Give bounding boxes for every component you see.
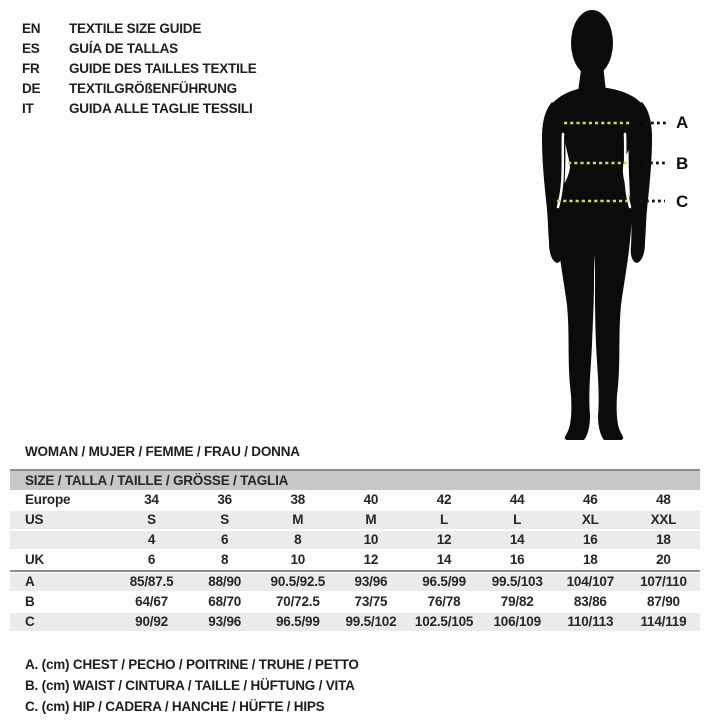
silhouette-right-leg	[595, 210, 632, 440]
cell: 40	[363, 492, 379, 507]
size-table-header: SIZE / TALLA / TAILLE / GRÖSSE / TAGLIA	[10, 471, 700, 490]
language-row-it	[22, 99, 257, 119]
cell: 87/90	[647, 594, 680, 609]
cell: L	[440, 512, 449, 527]
cell: 93/96	[354, 574, 388, 589]
cell: 102.5/105	[414, 614, 474, 629]
cell: 99.5/103	[491, 574, 543, 589]
marker-label-hip: C	[676, 192, 689, 211]
table-row-uk	[10, 550, 700, 570]
cell: 79/82	[500, 594, 534, 609]
cell: 18	[583, 552, 598, 567]
measurement-legend	[25, 654, 359, 717]
cell: 38	[290, 492, 306, 507]
row-label: C	[25, 614, 35, 629]
cell: 12	[436, 532, 452, 547]
cell: L	[513, 512, 522, 527]
guide-title: TEXTILGRÖßENFÜHRUNG	[69, 81, 237, 96]
silhouette-right-arm	[629, 102, 652, 263]
cell: M	[292, 512, 304, 527]
cell: 34	[144, 492, 159, 507]
language-code: DE	[22, 81, 41, 96]
cell: XXL	[650, 512, 677, 527]
table-row-waist-b	[10, 592, 700, 612]
cell: 83/86	[573, 594, 607, 609]
language-code: EN	[22, 21, 41, 36]
language-row-en	[22, 19, 257, 39]
size-table	[10, 469, 700, 632]
cell: 99.5/102	[345, 614, 397, 629]
cell: 4	[147, 532, 156, 547]
cell: 10	[290, 552, 306, 567]
row-label: Europe	[25, 492, 71, 507]
section-heading-woman: WOMAN / MUJER / FEMME / FRAU / DONNA	[25, 444, 300, 459]
cell: 73/75	[354, 594, 388, 609]
cell: 76/78	[427, 594, 461, 609]
cell: S	[147, 512, 156, 527]
cell: 14	[436, 552, 452, 567]
cell: 6	[147, 552, 156, 567]
cell: S	[220, 512, 230, 527]
cell: 88/90	[208, 574, 242, 589]
row-label: US	[25, 512, 44, 527]
guide-title: GUIDA ALLE TAGLIE TESSILI	[69, 101, 253, 116]
marker-label-waist: B	[676, 154, 689, 173]
legend-waist: B. (cm) WAIST / CINTURA / TAILLE / HÜFTUNG / VITA	[25, 678, 355, 693]
cell: 16	[509, 552, 525, 567]
cell: 16	[583, 532, 598, 547]
cell: 114/119	[640, 614, 687, 629]
row-label: B	[25, 594, 35, 609]
table-row-us-numeric	[10, 530, 700, 550]
cell: 36	[217, 492, 232, 507]
cell: M	[365, 512, 377, 527]
language-code: ES	[22, 41, 40, 56]
cell: 93/96	[208, 614, 242, 629]
cell: 106/109	[493, 614, 541, 629]
legend-hip: C. (cm) HIP / CADERA / HANCHE / HÜFTE / HIPS	[25, 699, 325, 714]
row-label: UK	[25, 552, 45, 567]
cell: 96.5/99	[275, 614, 320, 629]
cell: 110/113	[567, 614, 614, 629]
cell: 44	[509, 492, 525, 507]
woman-silhouette-figure	[460, 0, 720, 440]
table-row-europe	[10, 490, 700, 510]
cell: 64/67	[135, 594, 168, 609]
silhouette-left-leg	[556, 210, 596, 440]
cell: 12	[363, 552, 379, 567]
cell: 96.5/99	[422, 574, 466, 589]
language-title-list	[22, 19, 257, 119]
cell: 90.5/92.5	[270, 574, 326, 589]
cell: 10	[363, 532, 379, 547]
table-row-us-letter	[10, 510, 700, 530]
cell: 46	[583, 492, 598, 507]
table-row-hip-c	[10, 612, 700, 632]
language-row-de	[22, 79, 257, 99]
guide-title: GUIDE DES TAILLES TEXTILE	[69, 61, 257, 76]
marker-label-chest: A	[676, 113, 689, 132]
cell: 85/87.5	[129, 574, 174, 589]
cell: 70/72.5	[275, 594, 320, 609]
table-row-chest-a	[10, 570, 700, 592]
cell: 68/70	[208, 594, 242, 609]
cell: 90/92	[135, 614, 168, 629]
legend-chest: A. (cm) CHEST / PECHO / POITRINE / TRUHE / PETTO	[25, 657, 359, 672]
cell: 20	[656, 552, 671, 567]
cell: 8	[221, 552, 229, 567]
guide-title: TEXTILE SIZE GUIDE	[69, 21, 202, 36]
row-label: A	[25, 574, 35, 589]
language-code: FR	[22, 61, 40, 76]
cell: 18	[656, 532, 671, 547]
cell: 42	[436, 492, 452, 507]
cell: 107/110	[640, 574, 687, 589]
cell: 8	[294, 532, 302, 547]
cell: 6	[221, 532, 229, 547]
guide-title: GUÍA DE TALLAS	[69, 41, 178, 56]
cell: 48	[656, 492, 671, 507]
language-row-fr	[22, 59, 257, 79]
cell: 14	[509, 532, 525, 547]
language-code: IT	[22, 101, 34, 116]
language-row-es	[22, 39, 257, 59]
cell: XL	[581, 512, 599, 527]
cell: 104/107	[566, 574, 615, 589]
